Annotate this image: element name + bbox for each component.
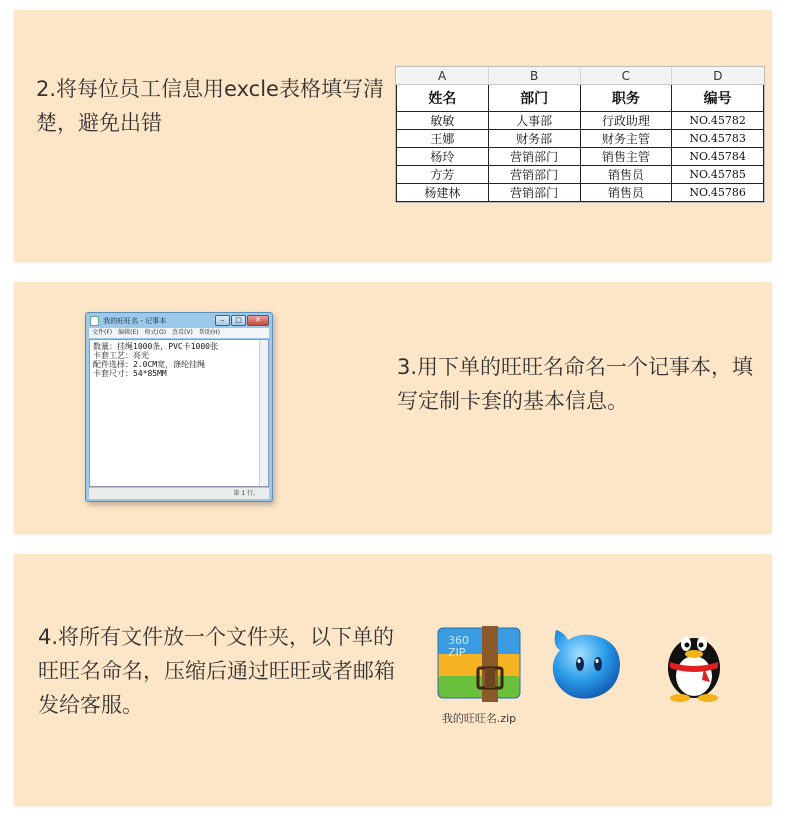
table-cell: 行政助理: [580, 112, 672, 130]
column-letter: B: [488, 67, 580, 85]
step-panel-zip: [14, 554, 772, 806]
notepad-title: 我的旺旺名 - 记事本: [103, 317, 167, 325]
table-row: [397, 184, 764, 202]
table-cell: 销售员: [580, 166, 672, 184]
table-header-row: [397, 85, 764, 112]
wangwang-icon: [542, 620, 626, 704]
column-letter: A: [397, 67, 489, 85]
notepad-menu-bar: [89, 328, 269, 338]
menu-file[interactable]: 文件(F): [92, 329, 113, 336]
menu-help[interactable]: 帮助(H): [198, 329, 221, 336]
table-cell: 财务部: [488, 130, 580, 148]
table-cell: NO.45786: [672, 184, 764, 202]
table-cell: NO.45785: [672, 166, 764, 184]
step3-instruction: 3.用下单的旺旺名命名一个记事本，填写定制卡套的基本信息。: [397, 355, 754, 413]
table-cell: NO.45783: [672, 130, 764, 148]
table-cell: NO.45782: [672, 112, 764, 130]
menu-edit[interactable]: 编辑(E): [118, 329, 139, 336]
table-row: [397, 112, 764, 130]
table-cell: 王娜: [397, 130, 489, 148]
notepad-text-area[interactable]: [89, 339, 269, 487]
header-cell: 职务: [580, 85, 672, 112]
table-cell: 人事部: [488, 112, 580, 130]
zip-archive-icon: [434, 624, 524, 714]
header-cell: 编号: [672, 85, 764, 112]
notepad-line: 配件选择：2.0CM宽，涤纶挂绳: [93, 360, 206, 369]
step2-instruction: 2.将每位员工信息用excle表格填写清楚，避免出错: [36, 77, 384, 135]
notepad-line: 卡套工艺：亮光: [93, 351, 149, 360]
notepad-status-bar: 第 1 行，: [89, 488, 269, 499]
column-letter: C: [580, 67, 672, 85]
table-cell: 杨建林: [397, 184, 489, 202]
step4-instruction: 4.将所有文件放一个文件夹，以下单的旺旺名命名，压缩后通过旺旺或者邮箱发给客服。: [38, 625, 395, 717]
table-cell: 敏敏: [397, 112, 489, 130]
step-panel-notepad: [14, 282, 772, 534]
table-cell: 销售员: [580, 184, 672, 202]
table-row: [397, 166, 764, 184]
minimize-button[interactable]: –: [215, 315, 230, 326]
table-cell: 方芳: [397, 166, 489, 184]
table-cell: 财务主管: [580, 130, 672, 148]
notepad-scrollbar[interactable]: [259, 340, 268, 486]
table-cell: 杨玲: [397, 148, 489, 166]
notepad-line: 数量：挂绳1000条，PVC卡1000张: [93, 342, 218, 351]
column-letter: D: [672, 67, 764, 85]
table-cell: 营销部门: [488, 148, 580, 166]
zip-file-label: 我的旺旺名.zip: [441, 712, 517, 725]
step-panel-excel: [14, 10, 772, 262]
qq-penguin-icon: [660, 624, 728, 702]
window-controls: [215, 315, 269, 326]
maximize-button[interactable]: □: [231, 315, 246, 326]
notepad-icon: [90, 316, 99, 326]
table-cell: 营销部门: [488, 166, 580, 184]
svg-text:360: 360: [448, 634, 469, 647]
menu-format[interactable]: 格式(O): [144, 329, 167, 336]
table-cell: 销售主管: [580, 148, 672, 166]
table-cell: 营销部门: [488, 184, 580, 202]
notepad-window: [85, 312, 273, 502]
notepad-line: 卡套尺寸：54*85MM: [93, 369, 167, 378]
header-cell: 姓名: [397, 85, 489, 112]
close-button[interactable]: ✕: [247, 315, 269, 326]
header-cell: 部门: [488, 85, 580, 112]
table-row: [397, 130, 764, 148]
table-row: [397, 148, 764, 166]
svg-text:ZIP: ZIP: [448, 646, 466, 659]
table-cell: NO.45784: [672, 148, 764, 166]
column-letters-row: [397, 67, 764, 85]
menu-view[interactable]: 查看(V): [172, 329, 193, 336]
employee-spreadsheet: [395, 66, 765, 203]
